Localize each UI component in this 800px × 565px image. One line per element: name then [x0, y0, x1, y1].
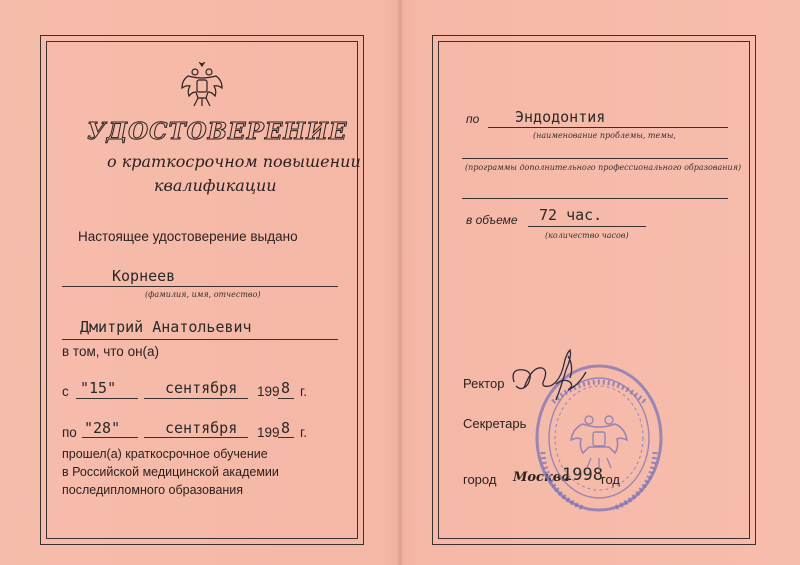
- from-day-value: 15: [89, 379, 108, 397]
- from-month-line: [144, 398, 248, 399]
- that-text: в том, что он(а): [62, 344, 160, 359]
- year-suffix: год: [601, 472, 620, 487]
- from-month: сентября: [165, 379, 238, 397]
- volume-value: 72 час.: [539, 206, 603, 224]
- subject-value: Эндодонтия: [515, 108, 606, 126]
- to-year-prefix: 199: [257, 425, 280, 440]
- program-hint: (программы дополнительного профессионального образования): [465, 163, 742, 172]
- name-hint: (фамилия, имя, отчество): [145, 290, 261, 299]
- issued-text: Настоящее удостоверение выдано: [78, 229, 298, 244]
- handwritten-signature: [508, 348, 590, 408]
- volume-label: в объеме: [466, 213, 518, 227]
- given-names-line: [62, 339, 338, 340]
- city-value: Москва: [513, 470, 570, 485]
- to-prefix: по: [62, 425, 77, 440]
- to-year-line: [278, 437, 294, 438]
- to-month-line: [144, 437, 248, 438]
- subject-hint: (наименование проблемы, темы,: [533, 131, 676, 140]
- from-year-digit: 8: [281, 379, 291, 397]
- to-year-digit: 8: [281, 419, 291, 437]
- given-names-value: Дмитрий Анатольевич: [80, 318, 252, 336]
- from-day-line: [76, 398, 138, 399]
- subtitle-line-1: о краткосрочном повышении: [107, 152, 361, 171]
- city-label: город: [463, 472, 497, 487]
- volume-line: [528, 226, 646, 227]
- surname-value: Корнеев: [112, 267, 176, 285]
- completed-line-3: последипломного образования: [62, 483, 244, 497]
- program-line-2: [462, 198, 728, 199]
- po-label: по: [466, 112, 480, 126]
- from-year-suffix: г.: [300, 384, 308, 399]
- subtitle-line-2: квалификации: [154, 176, 277, 195]
- to-year-suffix: г.: [300, 425, 308, 440]
- to-day-line: [82, 437, 138, 438]
- year-value: 1998: [562, 465, 603, 485]
- double-headed-eagle-icon: [180, 62, 224, 108]
- completed-line-1: прошел(а) краткосрочное обучение: [62, 447, 268, 461]
- secretary-label: Секретарь: [463, 416, 527, 431]
- from-year-prefix: 199: [257, 384, 280, 399]
- to-month: сентября: [165, 419, 238, 437]
- from-prefix: с: [62, 384, 69, 399]
- rector-label: Ректор: [463, 376, 505, 391]
- from-day: "15": [80, 379, 117, 397]
- volume-hint: (количество часов): [545, 231, 629, 240]
- completed-line-2: в Российской медицинской академии: [62, 465, 279, 479]
- from-year-line: [278, 398, 294, 399]
- to-day-value: 28: [93, 419, 112, 437]
- surname-line: [62, 286, 338, 287]
- document-title: УДОСТОВЕРЕНИЕ: [87, 118, 348, 145]
- program-line: [462, 158, 728, 159]
- to-day: "28": [84, 419, 121, 437]
- subject-line: [488, 127, 728, 128]
- page-fold: [398, 0, 402, 565]
